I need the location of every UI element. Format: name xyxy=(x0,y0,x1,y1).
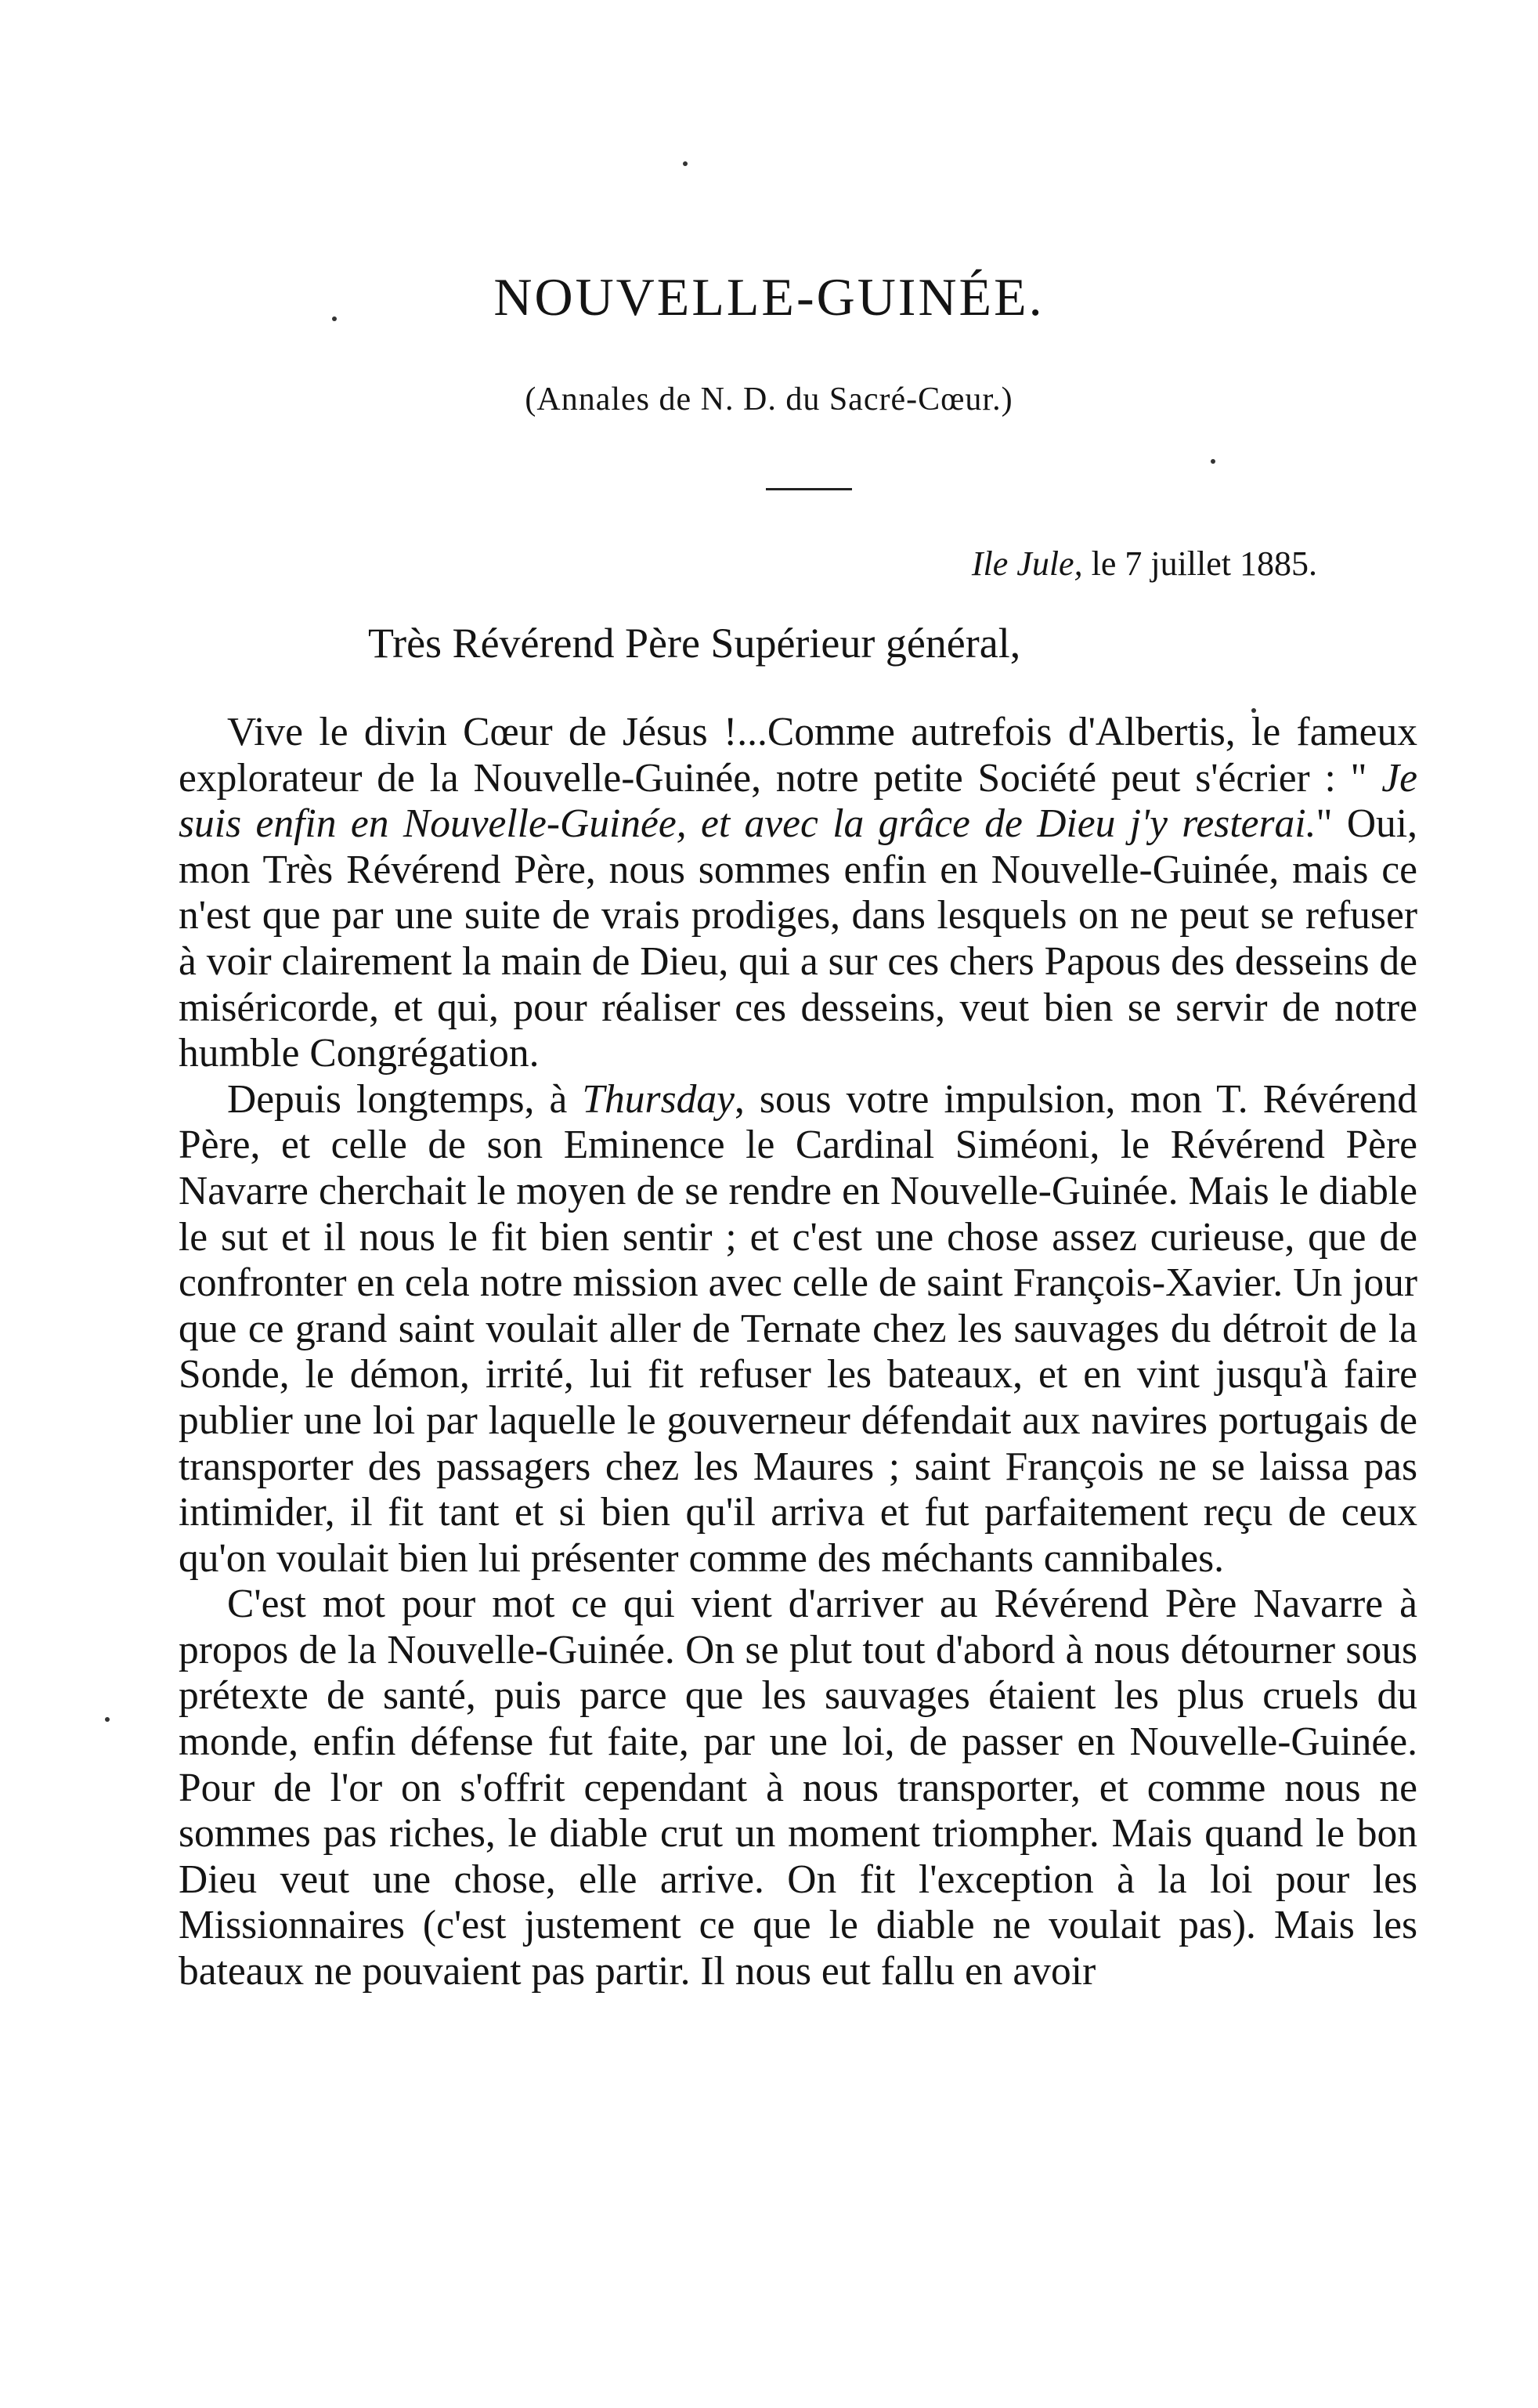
letter-body xyxy=(179,710,1417,1995)
paragraph-1 xyxy=(179,710,1417,1077)
letter-salutation: Très Révérend Père Supérieur général, xyxy=(368,620,1021,667)
paragraph-1-text-a: Vive le divin Cœur de Jésus !...Comme autrefois d'Albertis, le fameux explorateur de la Nouvelle-Guinée, notre petite Société peut s'écrier : " xyxy=(179,710,1417,801)
print-speck xyxy=(683,161,688,166)
source-citation: (Annales de N. D. du Sacré-Cœur.) xyxy=(525,381,1013,418)
paragraph-2 xyxy=(179,1077,1417,1582)
paragraph-3: C'est mot pour mot ce qui vient d'arriver au Révérend Père Navarre à propos de la Nouvelle-Guinée. On se plut tout d'abord à nous détourner sous prétexte de santé, puis parce que les sauvages étaient les plus cruels du monde, enfin défense fut faite, par une loi, de passer en Nouvelle-Guinée. Pour de l'or on s'offrit cependant à nous transporter, et comme nous ne sommes pas riches, le diable crut un moment triompher. Mais quand le bon Dieu veut une chose, elle arrive. On fit l'exception à la loi pour les Missionnaires (c'est justement ce que le diable ne voulait pas). Mais les bateaux ne pouvaient pas partir. Il nous eut fallu en avoir xyxy=(179,1582,1417,1994)
paragraph-1-quote: Je suis enfin en Nouvelle-Guinée, et avec la grâce de Dieu j'y resterai. xyxy=(179,755,1417,847)
print-speck xyxy=(105,1717,110,1722)
separator-rule xyxy=(766,488,852,490)
paragraph-2-place: Thursday xyxy=(582,1076,735,1122)
letter-dateline xyxy=(972,544,1317,584)
dateline-place: Ile Jule, xyxy=(971,544,1083,583)
page-title: NOUVELLE-GUINÉE. xyxy=(493,267,1045,327)
print-speck xyxy=(1211,459,1215,464)
paragraph-2-text-a: Depuis longtemps, à xyxy=(227,1076,583,1122)
dateline-date: le 7 juillet 1885. xyxy=(1082,544,1317,583)
paragraph-1-text-b: " Oui, mon Très Révérend Père, nous sommes enfin en Nouvelle-Guinée, mais ce n'est que par une suite de vrais prodiges, dans lesquels on ne peut se refuser à voir clairement la main de Dieu, qui a sur ces chers Papous des desseins de miséricorde, et qui, pour réaliser ces desseins, veut bien se servir de notre humble Congrégation. xyxy=(179,801,1417,1076)
paragraph-2-text-b: , sous votre impulsion, mon T. Révérend Père, et celle de son Eminence le Cardinal Siméoni, le Révérend Père Navarre cherchait le moyen de se rendre en Nouvelle-Guinée. Mais le diable le sut et il nous le fit bien sentir ; et c'est une chose assez curieuse, que de confronter en cela notre mission avec celle de saint François-Xavier. Un jour que ce grand saint voulait aller de Ternate chez les sauvages du détroit de la Sonde, le démon, irrité, lui fit refuser les bateaux, et en vint jusqu'à faire publier une loi par laquelle le gouverneur défendait aux navires portugais de transporter des passagers chez les Maures ; saint François ne se laissa pas intimider, il fit tant et si bien qu'il arriva et fut parfaitement reçu de ceux qu'on voulait bien lui présenter comme des méchants cannibales. xyxy=(179,1076,1417,1581)
